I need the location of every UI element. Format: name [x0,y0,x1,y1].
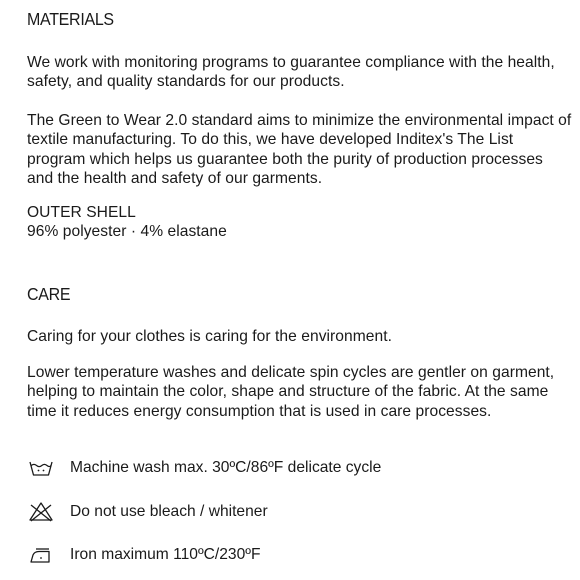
outer-shell-label: OUTER SHELL [27,204,136,221]
outer-shell-composition: 96% polyester · 4% elastane [27,223,227,240]
care-instruction-bleach [27,500,527,524]
care-instruction-iron [27,543,527,567]
care-intro-text: Caring for your clothes is caring for the environment. [27,328,392,345]
no-bleach-icon [27,500,55,524]
care-instruction-text: Machine wash max. 30ºC/86ºF delicate cycle [70,459,382,476]
materials-standard-text: The Green to Wear 2.0 standard aims to minimize the environmental impact of textile manufacturing. To do this, we have developed Inditex's The List program which helps us guarantee both the purity of production processes and the health and safety of our garments. [27,112,572,188]
care-instruction-text: Do not use bleach / whitener [70,503,268,520]
care-instruction-wash [27,456,527,480]
care-detail-text: Lower temperature washes and delicate spin cycles are gentler on garment, helping to maintain the color, shape and structure of the fabric. At the same time it reduces energy consumption that is used in care processes. [27,364,555,420]
materials-heading: MATERIALS [27,11,114,30]
materials-intro-text: We work with monitoring programs to guarantee compliance with the health, safety, and quality standards for our products. [27,54,555,91]
iron-icon [27,543,55,567]
care-instruction-text: Iron maximum 110ºC/230ºF [70,546,261,563]
wash-tub-icon [27,456,55,480]
care-heading: CARE [27,286,71,305]
